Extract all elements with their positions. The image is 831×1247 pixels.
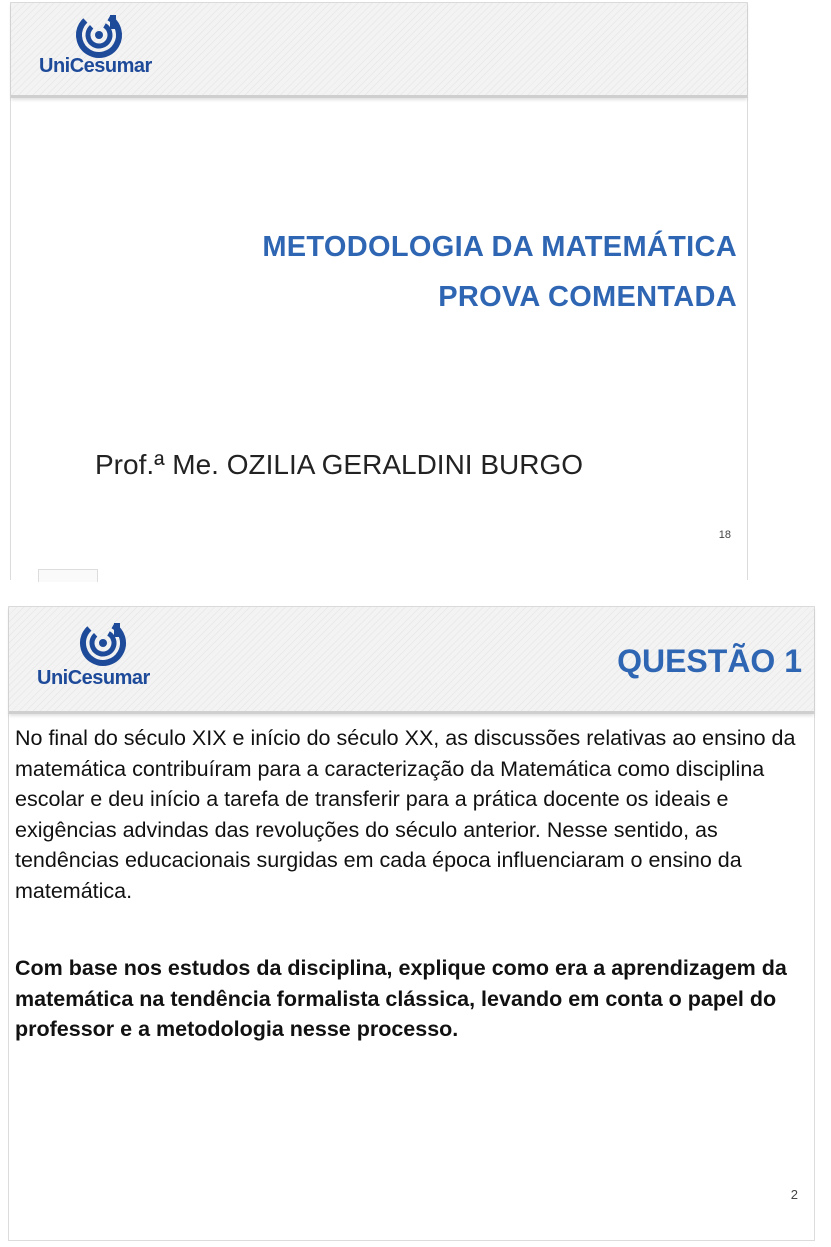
logo-wordmark xyxy=(37,667,150,690)
question-title: QUESTÃO 1 xyxy=(617,643,802,679)
logo-prefix: Uni xyxy=(37,667,68,689)
slide-question-1 xyxy=(8,606,815,1241)
logo-wordmark xyxy=(39,55,152,78)
slide-header xyxy=(11,3,747,98)
page-number: 2 xyxy=(790,1187,798,1202)
professor-name: Prof.ª Me. OZILIA GERALDINI BURGO xyxy=(95,449,584,480)
slide-title-line-2: PROVA COMENTADA xyxy=(438,281,737,313)
question-prompt-text: Com base nos estudos da disciplina, explique como era a aprendizagem da matemática na tendência formalista clássica, levando em conta o papel do professor e a metodologia nesse processo. xyxy=(15,956,787,1041)
slide-thumbnail-tab xyxy=(38,569,98,582)
logo-suffix: Cesumar xyxy=(69,55,152,77)
question-context-text: No final do século XIX e início do século XX, as discussões relativas ao ensino da matemática contribuíram para a caracterização da Matemática como disciplina escolar e deu início a tarefa de transferir para a prática docente os ideais e exigências advindas das revoluções do século anterior. Nesse sentido, as tendências educacionais surgidas em cada época influenciaram o ensino da matemática. xyxy=(15,726,796,903)
page-number: 18 xyxy=(718,529,731,541)
unicesumar-logo-icon xyxy=(73,621,133,671)
slide-title-page xyxy=(10,2,748,580)
logo-prefix: Uni xyxy=(39,55,70,77)
slide-title-line-1: METODOLOGIA DA MATEMÁTICA xyxy=(262,231,737,263)
slide-header xyxy=(9,607,814,714)
logo-suffix: Cesumar xyxy=(67,667,150,689)
